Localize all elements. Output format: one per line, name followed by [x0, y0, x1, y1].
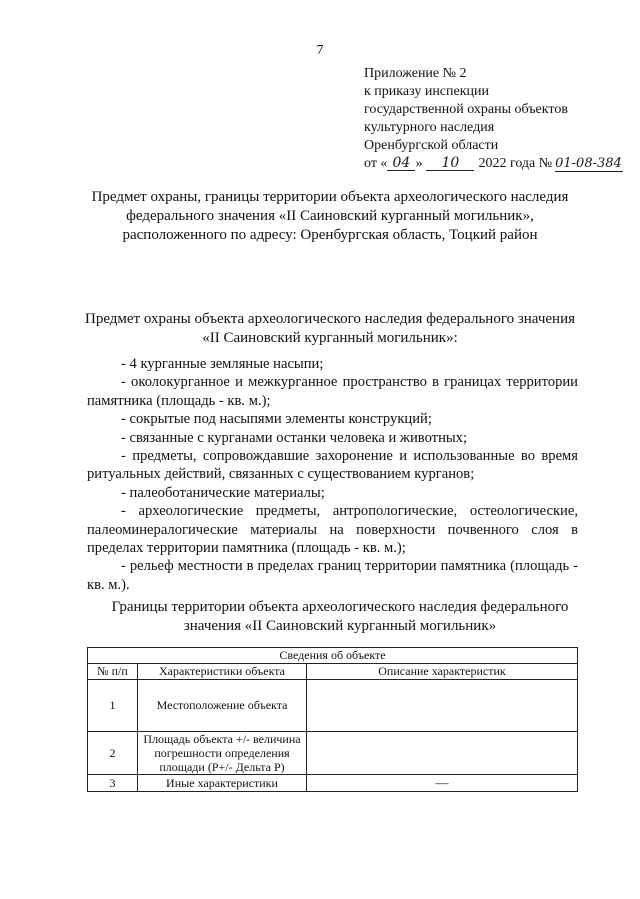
row-number: 2: [88, 732, 138, 775]
object-info-table: [87, 647, 578, 792]
list-item: - 4 курганные земляные насыпи;: [121, 356, 324, 372]
row-description: [307, 732, 578, 775]
table-header-cell: Описание характеристик: [307, 664, 578, 680]
date-prefix: от «: [364, 156, 388, 171]
subject-title-line: Предмет охраны объекта археологического наследия федерального значения: [84, 311, 576, 327]
appendix-line: Приложение № 2: [364, 66, 467, 81]
main-title-line: Предмет охраны, границы территории объекта археологического наследия: [91, 189, 569, 205]
main-title-line: расположенного по адресу: Оренбургская область, Тоцкий район: [122, 227, 538, 243]
list-item: - палеоботанические материалы;: [121, 484, 325, 501]
list-item: - околокурганное и межкурганное пространство в границах территории памятника (площадь - кв. м.);: [87, 374, 578, 409]
appendix-line: к приказу инспекции: [364, 84, 490, 99]
list-item: - предметы, сопровождавшие захоронение и использованные во время ритуальных действий, связанных с существованием курганов;: [87, 448, 578, 483]
main-title: [40, 188, 620, 245]
date-mid: »: [415, 156, 423, 171]
table-header-cell: № п/п: [88, 664, 138, 680]
table-header-cell: Характеристики объекта: [138, 664, 307, 680]
handwritten-month: 10: [426, 156, 474, 171]
table-row: [88, 680, 578, 732]
order-date-line: [364, 155, 623, 173]
handwritten-day: 04: [387, 156, 415, 171]
list-item: - рельеф местности в пределах границ территории памятника (площадь - кв. м.).: [87, 558, 578, 593]
table-row: [88, 775, 578, 792]
appendix-line: культурного наследия: [364, 120, 495, 135]
bounds-title-line: Границы территории объекта археологического наследия федерального: [111, 599, 569, 615]
row-characteristic: Местоположение объекта: [138, 680, 307, 732]
list-item: - связанные с курганами останки человека и животных;: [121, 429, 468, 446]
page-number: 7: [316, 43, 324, 58]
subject-title-line: «II Саиновский курганный могильник»:: [202, 330, 458, 346]
subject-title: [40, 310, 620, 348]
bounds-title: [80, 598, 600, 636]
row-number: 3: [88, 775, 138, 792]
appendix-block: [364, 65, 623, 173]
table-caption: Сведения об объекте: [88, 648, 578, 664]
protection-items-list: [87, 355, 578, 594]
bounds-title-line: значения «II Саиновский курганный могильник»: [183, 618, 497, 634]
table-row: [88, 732, 578, 775]
handwritten-order-number: 01-08-384: [555, 156, 622, 171]
main-title-line: федерального значения «II Саиновский курганный могильник»,: [126, 208, 534, 224]
appendix-line: государственной охраны объектов: [364, 102, 568, 117]
row-characteristic: Иные характеристики: [138, 775, 307, 792]
row-description: [307, 680, 578, 732]
row-number: 1: [88, 680, 138, 732]
row-description: —: [307, 775, 578, 792]
list-item: - сокрытые под насыпями элементы конструкций;: [121, 411, 432, 428]
row-characteristic: Площадь объекта +/- величина погрешности определения площади (Р+/- Дельта Р): [138, 732, 307, 775]
date-year: 2022 года №: [478, 156, 553, 171]
list-item: - археологические предметы, антропологические, остеологические, палеоминералогические материалы на поверхности почвенного слоя в пределах территории памятника (площадь - кв. м.);: [87, 503, 578, 557]
appendix-line: Оренбургской области: [364, 138, 499, 153]
